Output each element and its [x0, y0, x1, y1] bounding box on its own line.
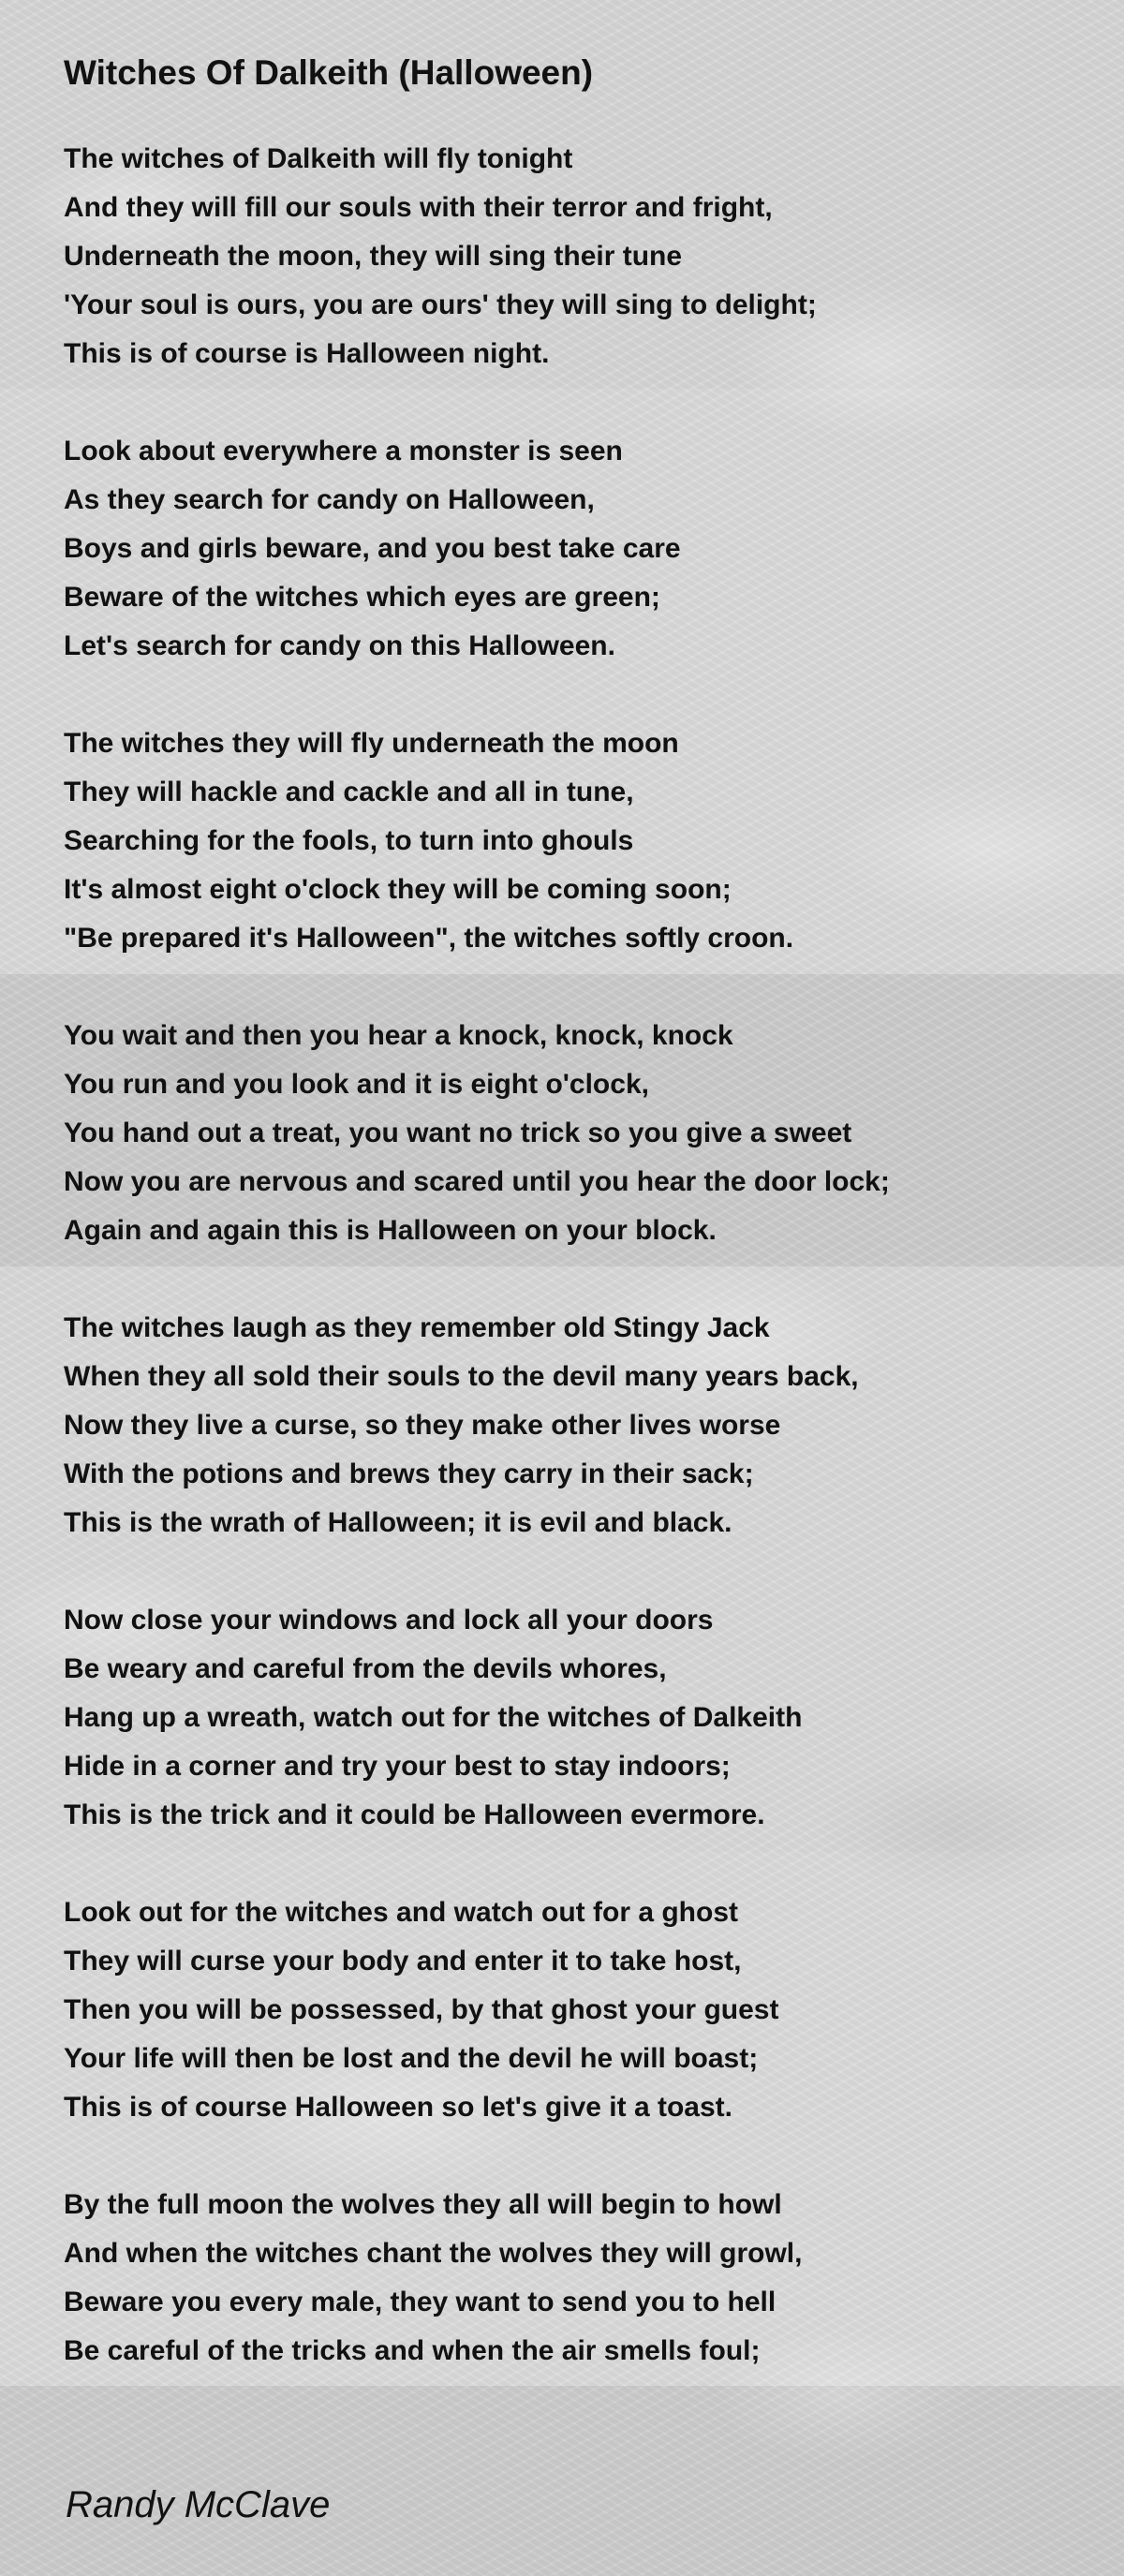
poem-line: The witches they will fly underneath the moon [64, 728, 679, 759]
poem-line: "Be prepared it's Halloween", the witches softly croon. [64, 923, 794, 954]
poem-line: This is of course is Halloween night. [64, 338, 550, 369]
poem-line: Beware of the witches which eyes are green; [64, 582, 660, 613]
poem-line: The witches laugh as they remember old Stingy Jack [64, 1312, 770, 1343]
poem-line: This is of course Halloween so let's give it a toast. [64, 2092, 732, 2123]
stanza-1 [64, 135, 1075, 378]
poem-line: Now close your windows and lock all your doors [64, 1605, 714, 1636]
poem-line: Then you will be possessed, by that ghost your guest [64, 1994, 779, 2025]
stanza-5 [64, 1304, 1075, 1547]
poem-line: Hide in a corner and try your best to stay indoors; [64, 1751, 731, 1782]
poem-line: You run and you look and it is eight o'clock, [64, 1069, 649, 1100]
poem-line: They will curse your body and enter it to take host, [64, 1946, 742, 1976]
stanza-7 [64, 1888, 1075, 2132]
stanza-4 [64, 1012, 1075, 1255]
poem-line: Underneath the moon, they will sing their tune [64, 241, 683, 272]
poem-line: Be weary and careful from the devils whores, [64, 1653, 667, 1684]
poem-line: Be careful of the tricks and when the air smells foul; [64, 2335, 761, 2366]
poem-line: Your life will then be lost and the devil he will boast; [64, 2043, 759, 2074]
poem-line: Beware you every male, they want to send you to hell [64, 2287, 776, 2317]
poem-line: And they will fill our souls with their terror and fright, [64, 192, 773, 223]
poem-line: Let's search for candy on this Halloween. [64, 630, 615, 661]
poem-line: Again and again this is Halloween on your block. [64, 1215, 717, 1246]
poem-line: And when the witches chant the wolves they will growl, [64, 2238, 803, 2269]
poem-line: Now you are nervous and scared until you hear the door lock; [64, 1166, 890, 1197]
poem-line: As they search for candy on Halloween, [64, 484, 595, 515]
poem-container [64, 45, 1075, 2424]
poem-line: Look about everywhere a monster is seen [64, 436, 623, 466]
poem-line: You hand out a treat, you want no trick so you give a sweet [64, 1118, 852, 1148]
poem-line: You wait and then you hear a knock, knock, knock [64, 1020, 733, 1051]
poem-line: When they all sold their souls to the devil many years back, [64, 1361, 859, 1392]
stanza-8 [64, 2181, 1075, 2376]
poem-title: Witches Of Dalkeith (Halloween) [64, 53, 594, 92]
poem-line: 'Your soul is ours, you are ours' they will sing to delight; [64, 289, 817, 320]
poem-line: Boys and girls beware, and you best take care [64, 533, 681, 564]
stanza-2 [64, 427, 1075, 671]
poem-line: It's almost eight o'clock they will be coming soon; [64, 874, 732, 905]
stanza-3 [64, 719, 1075, 963]
poem-line: By the full moon the wolves they all will begin to howl [64, 2189, 782, 2220]
poem-line: They will hackle and cackle and all in tune, [64, 777, 634, 807]
poem-line: This is the trick and it could be Halloween evermore. [64, 1799, 765, 1830]
poem-line: Now they live a curse, so they make other lives worse [64, 1410, 781, 1441]
poem-line: Hang up a wreath, watch out for the witches of Dalkeith [64, 1702, 803, 1733]
poem-line: The witches of Dalkeith will fly tonight [64, 143, 573, 174]
poem-line: With the potions and brews they carry in their sack; [64, 1458, 754, 1489]
stanza-6 [64, 1596, 1075, 1840]
poem-line: Look out for the witches and watch out for a ghost [64, 1897, 738, 1928]
poem-line: Searching for the fools, to turn into ghouls [64, 825, 634, 856]
poem-line: This is the wrath of Halloween; it is evil and black. [64, 1507, 732, 1538]
poem-author: Randy McClave [66, 2484, 331, 2525]
